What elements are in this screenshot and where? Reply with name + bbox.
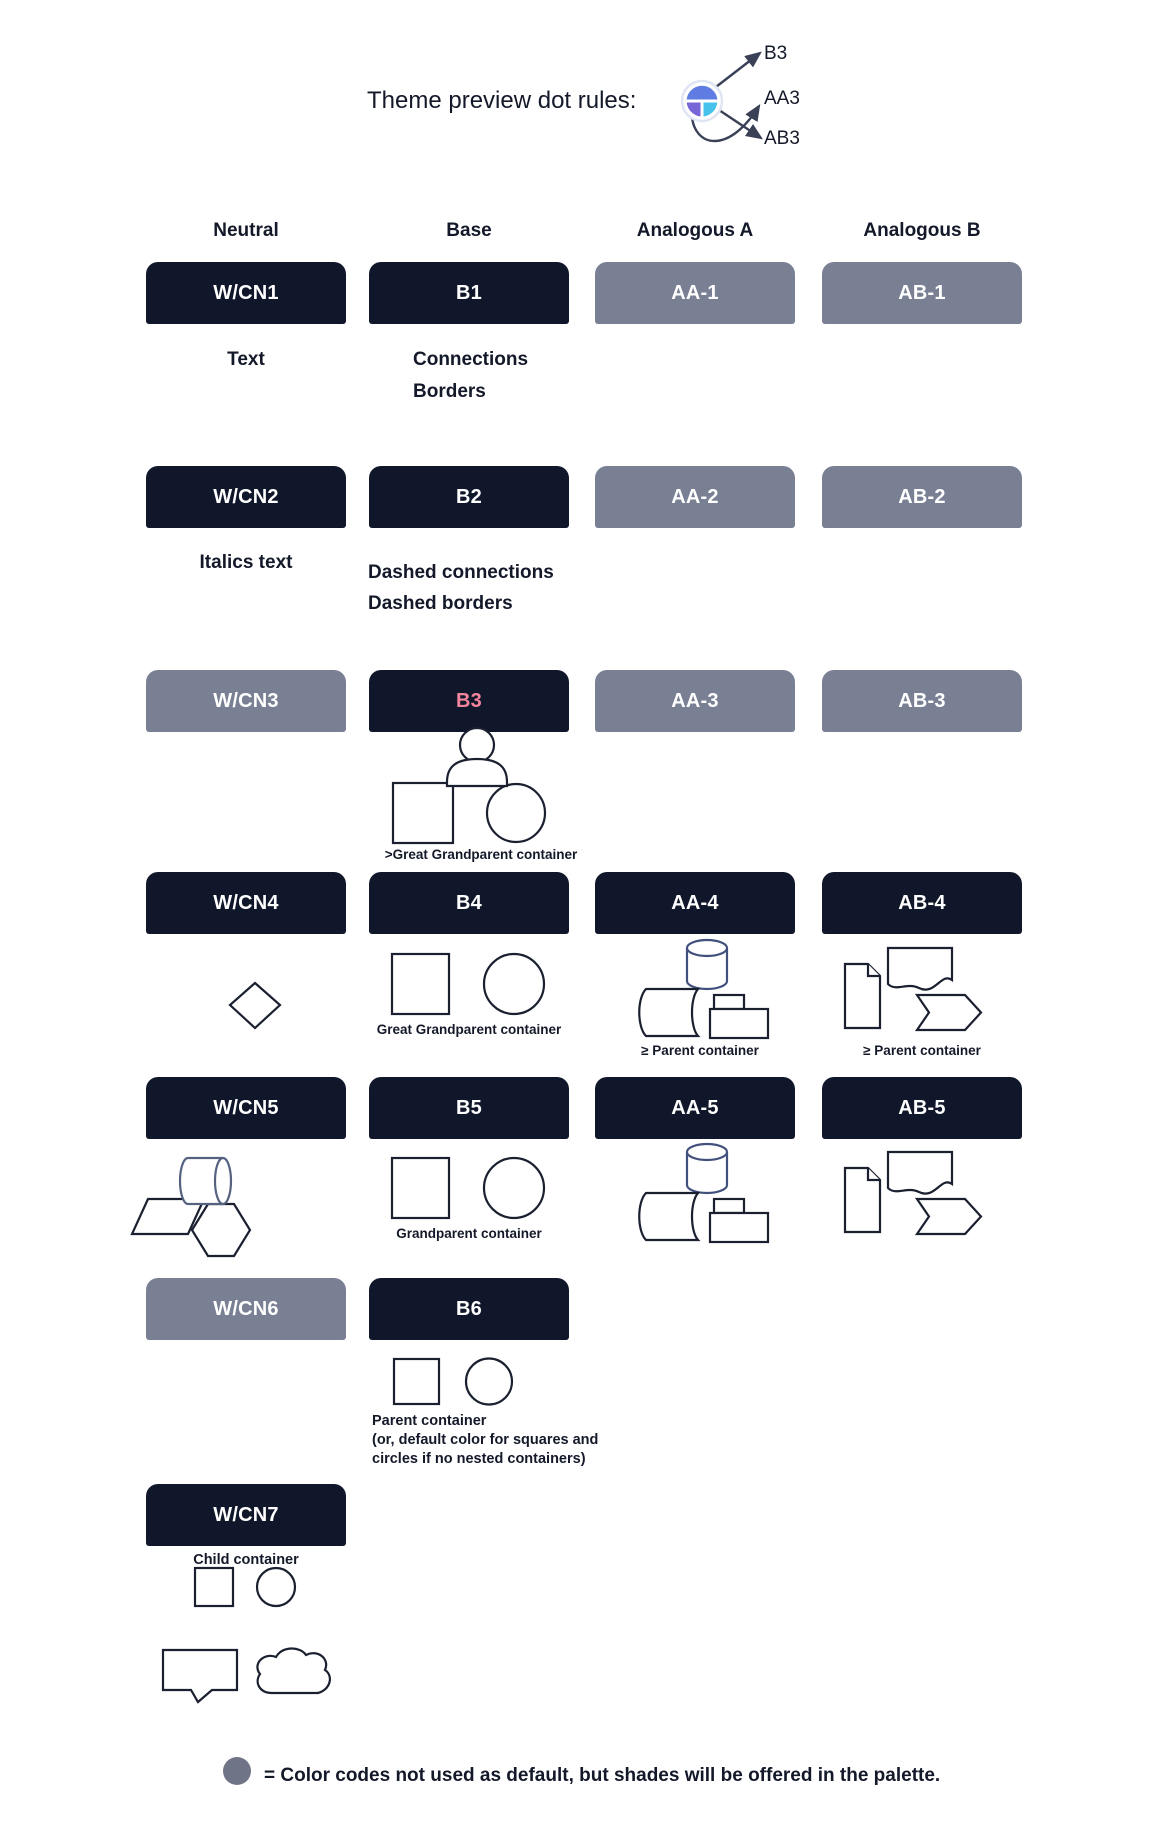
swatch-b3[interactable]: B3	[369, 670, 569, 732]
caption-b5-shapes: Grandparent container	[396, 1226, 542, 1241]
speech-bubble-shape	[163, 1650, 237, 1702]
swatch-wcn1[interactable]: W/CN1	[146, 262, 346, 324]
b3-shapes-group	[385, 722, 585, 847]
circle-shape	[487, 784, 545, 842]
caption-ab4-shapes: ≥ Parent container	[863, 1043, 981, 1058]
wcn7-small-shapes-group	[190, 1564, 305, 1610]
ab4-shapes-group	[838, 938, 988, 1033]
cloud-shape	[257, 1648, 329, 1693]
legend-dot-icon	[223, 1757, 251, 1785]
b6-shapes-group	[390, 1355, 525, 1410]
circle-shape	[484, 954, 544, 1014]
caption-b3-shapes: >Great Grandparent container	[384, 847, 578, 862]
wcn7-extra-shapes-group	[158, 1640, 338, 1710]
folded-document-shape	[845, 1168, 880, 1232]
swatch-ab1[interactable]: AB-1	[822, 262, 1022, 324]
column-header-analogous-a: Analogous A	[636, 220, 754, 241]
diamond-shape	[228, 981, 282, 1031]
stored-data-shape	[639, 1193, 698, 1240]
caption-connections	[413, 344, 528, 408]
caption-connections-line2: Borders	[413, 381, 486, 402]
caption-b6-line3: circles if no nested containers)	[372, 1451, 586, 1467]
swatch-aa5[interactable]: AA-5	[595, 1077, 795, 1139]
caption-b4-shapes: Great Grandparent container	[376, 1022, 562, 1037]
legend-text: = Color codes not used as default, but shades will be offered in the palette.	[264, 1765, 941, 1786]
hexagon-shape	[192, 1204, 250, 1256]
stored-data-shape	[639, 989, 698, 1036]
caption-wcn7-shapes: Child container	[193, 1552, 299, 1568]
square-shape	[195, 1568, 233, 1606]
caption-b6-shapes	[372, 1412, 598, 1469]
swatch-b6[interactable]: B6	[369, 1278, 569, 1340]
swatch-ab3[interactable]: AB-3	[822, 670, 1022, 732]
swatch-b4[interactable]: B4	[369, 872, 569, 934]
caption-aa4-shapes: ≥ Parent container	[641, 1043, 759, 1058]
cylinder-shape	[687, 1144, 727, 1193]
caption-italics-text: Italics text	[199, 552, 293, 573]
column-header-neutral: Neutral	[213, 220, 279, 241]
swatch-aa3[interactable]: AA-3	[595, 670, 795, 732]
swatch-wcn5[interactable]: W/CN5	[146, 1077, 346, 1139]
tabbed-frame-shape	[710, 995, 768, 1038]
person-shape	[447, 728, 507, 786]
swatch-aa4[interactable]: AA-4	[595, 872, 795, 934]
swatch-wcn4[interactable]: W/CN4	[146, 872, 346, 934]
caption-b6-line1: Parent container	[372, 1413, 487, 1429]
b4-shapes-group	[390, 952, 550, 1018]
swatch-b5[interactable]: B5	[369, 1077, 569, 1139]
cylinder-shape	[687, 940, 727, 989]
ab5-shapes-group	[838, 1142, 988, 1237]
square-shape	[393, 783, 453, 843]
swatch-ab5[interactable]: AB-5	[822, 1077, 1022, 1139]
caption-dashed-line2: Dashed borders	[368, 593, 513, 614]
folded-document-shape	[845, 964, 880, 1028]
caption-text: Text	[227, 349, 265, 370]
square-shape	[392, 954, 449, 1014]
dot-rule-label-b3: B3	[764, 43, 788, 64]
wave-document-shape	[888, 1152, 952, 1194]
circle-shape	[257, 1568, 295, 1606]
swatch-aa1[interactable]: AA-1	[595, 262, 795, 324]
arrow-to-b3	[712, 53, 760, 90]
column-header-analogous-b: Analogous B	[863, 220, 981, 241]
swatch-ab4[interactable]: AB-4	[822, 872, 1022, 934]
circle-shape	[484, 1158, 544, 1218]
swatch-wcn2[interactable]: W/CN2	[146, 466, 346, 528]
circle-shape	[466, 1359, 512, 1405]
square-shape	[394, 1359, 439, 1404]
swatch-b1[interactable]: B1	[369, 262, 569, 324]
chevron-banner-shape	[917, 1199, 981, 1234]
b5-shapes-group	[390, 1156, 550, 1222]
column-header-base: Base	[446, 220, 492, 241]
tabbed-frame-shape	[710, 1199, 768, 1242]
page-title: Theme preview dot rules:	[367, 87, 637, 114]
aa5-shapes-group	[630, 1139, 780, 1249]
caption-connections-line1: Connections	[413, 349, 529, 370]
square-shape	[392, 1158, 449, 1218]
dot-rule-label-ab3: AB3	[764, 128, 800, 149]
caption-b6-line2: (or, default color for squares and	[372, 1432, 599, 1448]
horizontal-cylinder-shape	[180, 1158, 231, 1204]
wcn5-shapes-group	[128, 1150, 258, 1260]
swatch-ab2[interactable]: AB-2	[822, 466, 1022, 528]
dot-rule-label-aa3: AA3	[764, 88, 800, 109]
wave-document-shape	[888, 948, 952, 990]
theme-preview-dot-icon	[682, 81, 722, 121]
swatch-b2[interactable]: B2	[369, 466, 569, 528]
caption-dashed-line1: Dashed connections	[368, 562, 554, 583]
caption-dashed	[368, 557, 554, 619]
aa4-shapes-group	[630, 935, 780, 1045]
swatch-aa2[interactable]: AA-2	[595, 466, 795, 528]
swatch-wcn7[interactable]: W/CN7	[146, 1484, 346, 1546]
swatch-wcn3[interactable]: W/CN3	[146, 670, 346, 732]
swatch-wcn6[interactable]: W/CN6	[146, 1278, 346, 1340]
chevron-banner-shape	[917, 995, 981, 1030]
